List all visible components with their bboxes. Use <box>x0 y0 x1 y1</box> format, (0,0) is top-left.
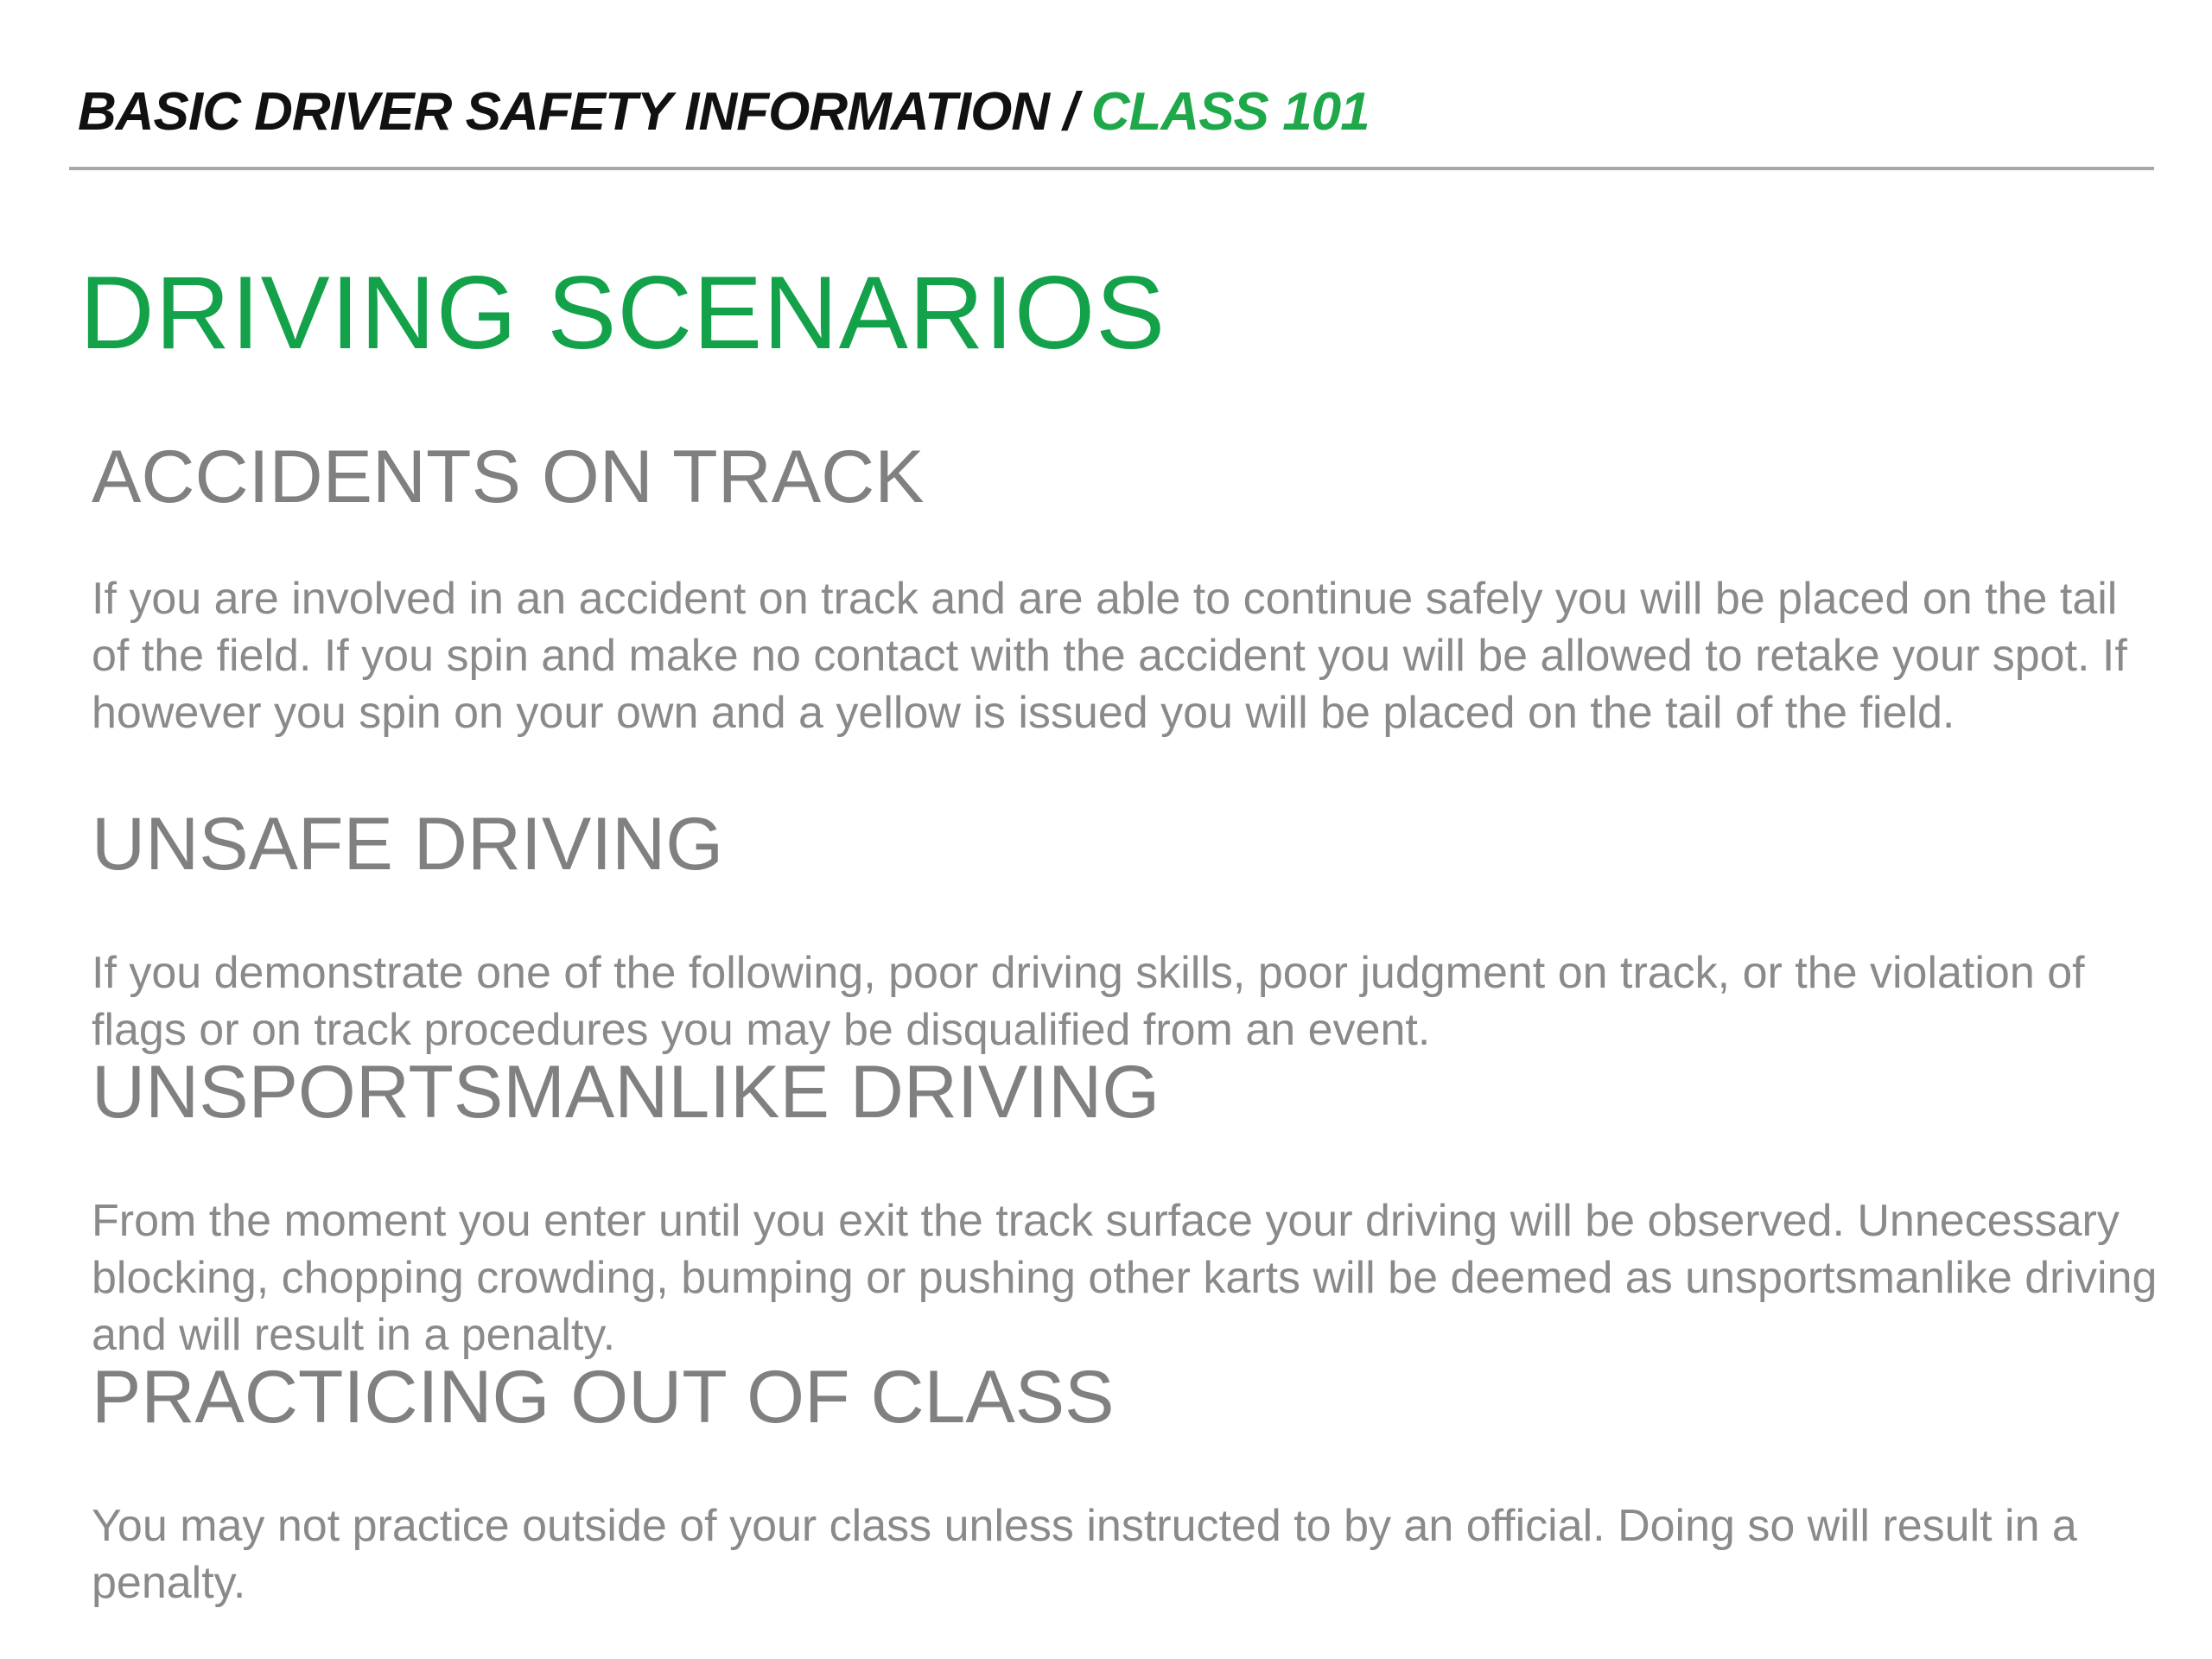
section-body: If you are involved in an accident on track and are able to continue safely you will be placed on the tail of the field. If you spin and make no contact with the accident you will be allowed to retake your spot. If however you spin on your own and a yellow is issued you will be placed on the tail of the field. <box>92 574 2127 738</box>
section-heading: UNSPORTSMANLIKE DRIVING <box>92 1051 1160 1134</box>
document-header <box>78 78 1370 147</box>
header-doc-label: BASIC DRIVER SAFETY INFORMATION <box>78 82 1050 142</box>
section-accidents-on-track <box>92 432 2165 741</box>
header-divider <box>69 167 2154 170</box>
section-body: If you demonstrate one of the following, poor driving skills, poor judgment on track, or the violation of flags or on track procedures you may be disqualified from an event. <box>92 948 2085 1055</box>
header-class-label: CLASS 101 <box>1090 82 1370 142</box>
page-title: DRIVING SCENARIOS <box>79 255 1166 371</box>
header-separator: / <box>1049 82 1091 142</box>
section-practicing-out-of-class <box>92 1352 2165 1611</box>
section-unsportsmanlike-driving <box>92 1047 2165 1363</box>
section-heading: ACCIDENTS ON TRACK <box>92 435 925 518</box>
section-body: You may not practice outside of your class unless instructed to by an official. Doing so will result in a penalty. <box>92 1501 2077 1608</box>
section-body: From the moment you enter until you exit the track surface your driving will be observed. Unnecessary blocking, chopping crowding, bumping or pushing other karts will be deemed as unsportsmanlike driving and will result in a penalty. <box>92 1196 2158 1360</box>
section-unsafe-driving <box>92 799 2165 1058</box>
section-heading: UNSAFE DRIVING <box>92 803 724 886</box>
section-heading: PRACTICING OUT OF CLASS <box>92 1356 1115 1439</box>
